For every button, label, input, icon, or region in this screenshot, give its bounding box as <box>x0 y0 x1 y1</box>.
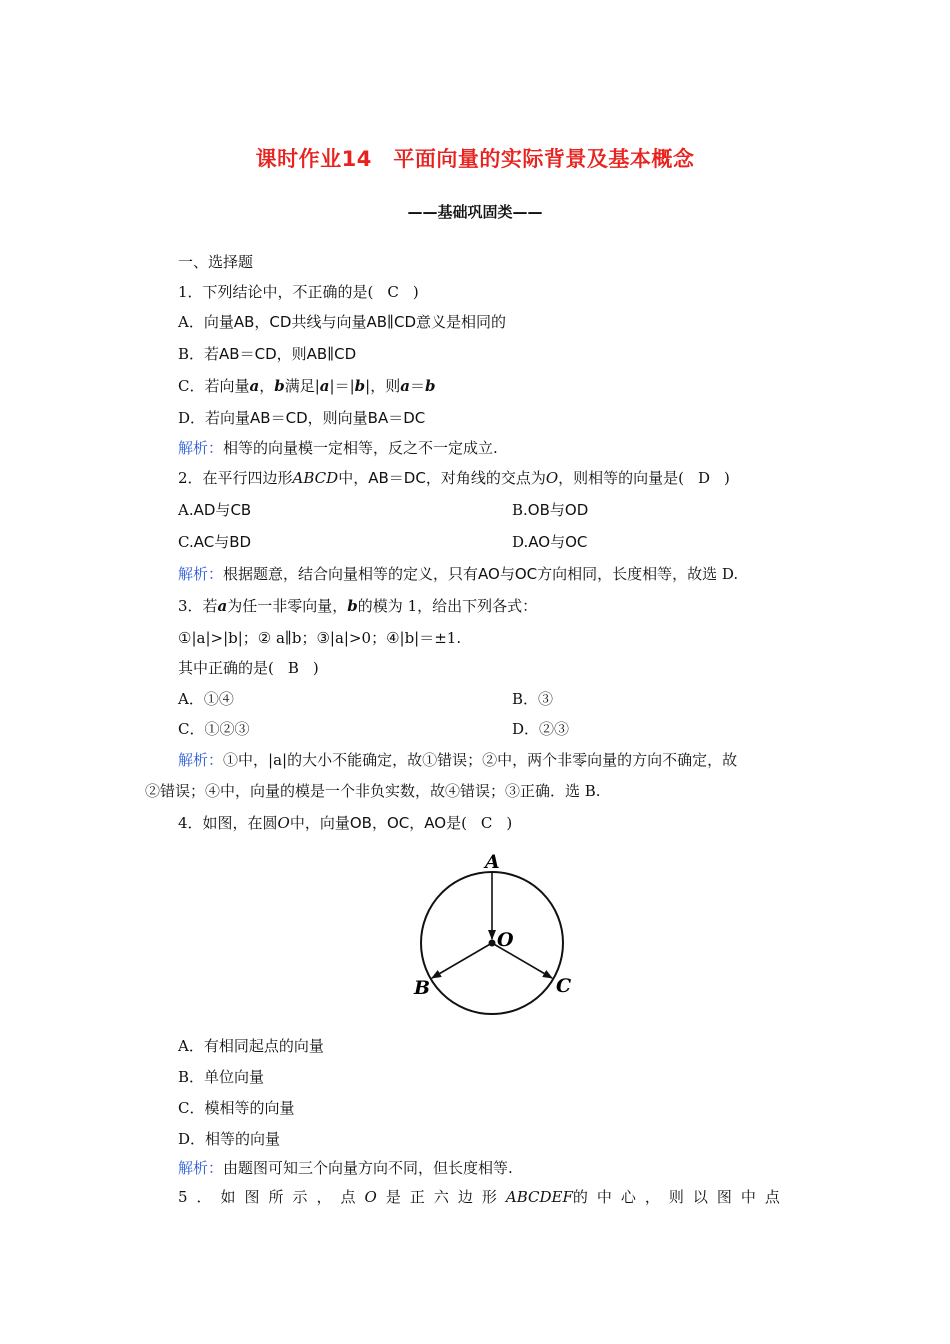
q1-option-c: C．若向量a，b满足|a|＝|b|，则a＝b <box>178 377 436 395</box>
q3-analysis-cont: ②错误；④中，向量的模是一个非负实数，故④错误；③正确．选 B. <box>145 782 601 800</box>
q2-option-c: C.AC与BD <box>178 533 252 551</box>
analysis-label: 解析： <box>178 439 224 457</box>
q2-option-b: B.OB与OD <box>512 501 589 519</box>
center-point <box>489 940 496 947</box>
q4-stem: 4．如图，在圆O中，向量OB，OC，AO是( C ) <box>178 814 513 832</box>
q4-option-c: C．模相等的向量 <box>178 1099 295 1117</box>
vector-ob <box>432 943 492 978</box>
q3-analysis: 解析：①中，|a|的大小不能确定，故①错误；②中，两个非零向量的方向不确定，故 <box>178 751 738 769</box>
q4-option-d: D．相等的向量 <box>178 1130 281 1148</box>
label-a: A <box>485 851 500 873</box>
q3-option-c: C．①②③ <box>178 720 250 738</box>
label-o: O <box>497 929 514 951</box>
q1-analysis: 解析：相等的向量模一定相等，反之不一定成立. <box>178 439 498 457</box>
q1-stem: 1．下列结论中，不正确的是( C ) <box>178 283 419 301</box>
q1-option-b: B．若AB＝CD，则AB∥CD <box>178 345 357 363</box>
q1-answer: C <box>387 283 399 301</box>
q3-option-b: B．③ <box>512 690 554 708</box>
q3-answer: B <box>287 659 299 677</box>
label-c: C <box>556 975 572 997</box>
section-heading: 一、选择题 <box>178 253 254 271</box>
q2-option-d: D.AO与OC <box>512 533 588 551</box>
page-title: 课时作业14 平面向量的实际背景及基本概念 <box>255 147 695 171</box>
q3-option-a: A．①④ <box>178 690 234 708</box>
analysis-label: 解析： <box>178 565 224 583</box>
q3-items: ①|a|>|b|；② a∥b；③|a|>0；④|b|＝±1. <box>178 629 462 647</box>
section-subtitle: ——基础巩固类—— <box>407 203 543 221</box>
q3-ask: 其中正确的是( B ) <box>178 659 319 677</box>
q4-option-b: B．单位向量 <box>178 1068 265 1086</box>
label-b: B <box>414 977 431 999</box>
analysis-label: 解析： <box>178 1159 224 1177</box>
q1-option-a: A．向量AB，CD共线与向量AB∥CD意义是相同的 <box>178 313 507 331</box>
q3-option-d: D．②③ <box>512 720 570 738</box>
circle-vector-figure <box>405 848 590 1023</box>
q2-stem: 2．在平行四边形ABCD中，AB＝DC，对角线的交点为O，则相等的向量是( D ) <box>178 469 730 487</box>
q4-analysis: 解析：由题图可知三个向量方向不同，但长度相等. <box>178 1159 513 1177</box>
analysis-label: 解析： <box>178 751 224 769</box>
q2-option-a: A.AD与CB <box>178 501 252 519</box>
q5-stem: 5．如图所示，点O是正六边形ABCDEF的中心，则以图中点 <box>178 1188 789 1206</box>
q3-stem: 3．若a为任一非零向量，b的模为 1，给出下列各式： <box>178 597 538 615</box>
q4-option-a: A．有相同起点的向量 <box>178 1037 324 1055</box>
q1-option-d: D．若向量AB＝CD，则向量BA＝DC <box>178 409 426 427</box>
q4-answer: C <box>480 814 493 832</box>
q2-answer: D <box>698 469 711 487</box>
q2-analysis: 解析：根据题意，结合向量相等的定义，只有AO与OC方向相同，长度相等，故选 D. <box>178 565 739 583</box>
